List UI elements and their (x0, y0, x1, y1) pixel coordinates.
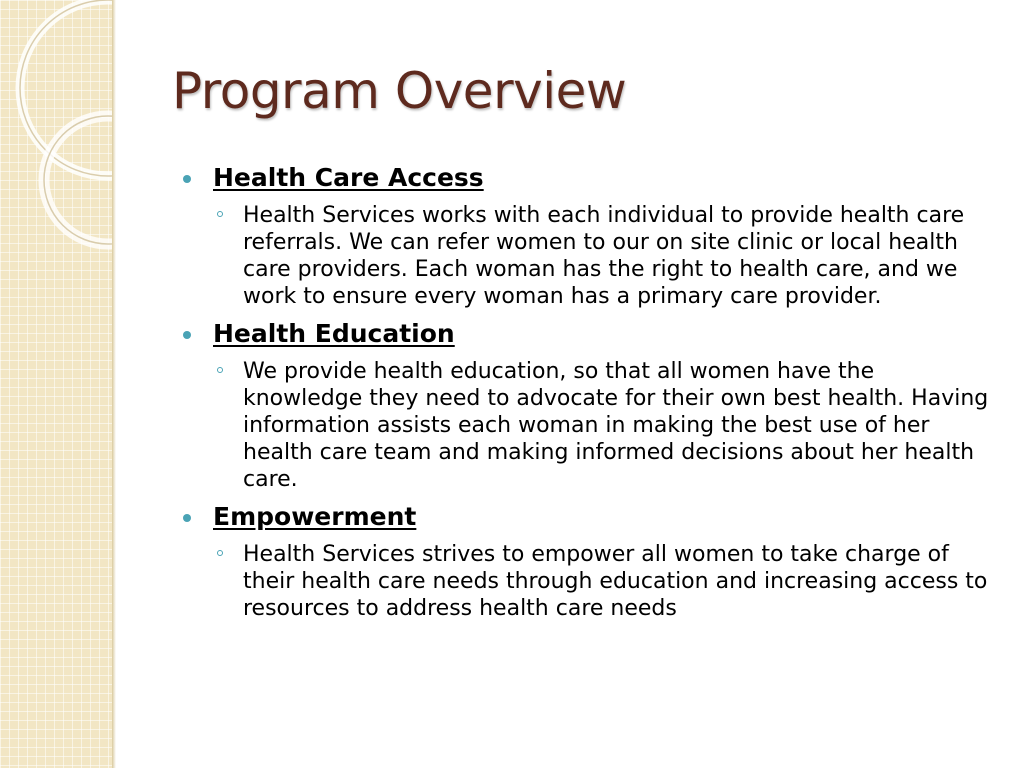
side-panel-edge (112, 0, 116, 768)
sub-bullet-empowerment (180, 541, 995, 622)
bullet-dot-icon (183, 331, 191, 339)
section-heading: Empowerment (213, 502, 417, 531)
bullet-list (180, 162, 995, 622)
section-text: Health Services strives to empower all women to take charge of their health care needs through education and increasing access to resources to address health care needs (243, 542, 988, 621)
bullet-dot-icon (183, 175, 191, 183)
section-text: We provide health education, so that all women have the knowledge they need to advocate for their own best health. Having information assists each woman in making the best use of her health care team and making informed decisions about her health care. (243, 359, 989, 492)
bullet-dot-icon (183, 514, 191, 522)
bullet-empowerment (180, 501, 995, 533)
sub-bullet-ring-icon (217, 367, 223, 373)
decorative-side-panel (0, 0, 112, 768)
sub-bullet-health-care-access (180, 202, 995, 310)
sub-bullet-health-education (180, 358, 995, 493)
bullet-health-care-access (180, 162, 995, 194)
slide-title: Program Overview (172, 62, 627, 120)
sub-bullet-ring-icon (217, 211, 223, 217)
section-heading: Health Care Access (213, 163, 484, 192)
section-heading: Health Education (213, 319, 455, 348)
decorative-circles (0, 0, 112, 768)
section-text: Health Services works with each individual to provide health care referrals. We can refer women to our on site clinic or local health care providers. Each woman has the right to health care, and we work to ensure every woman has a primary care provider. (243, 203, 965, 309)
bullet-health-education (180, 318, 995, 350)
sub-bullet-ring-icon (217, 550, 223, 556)
